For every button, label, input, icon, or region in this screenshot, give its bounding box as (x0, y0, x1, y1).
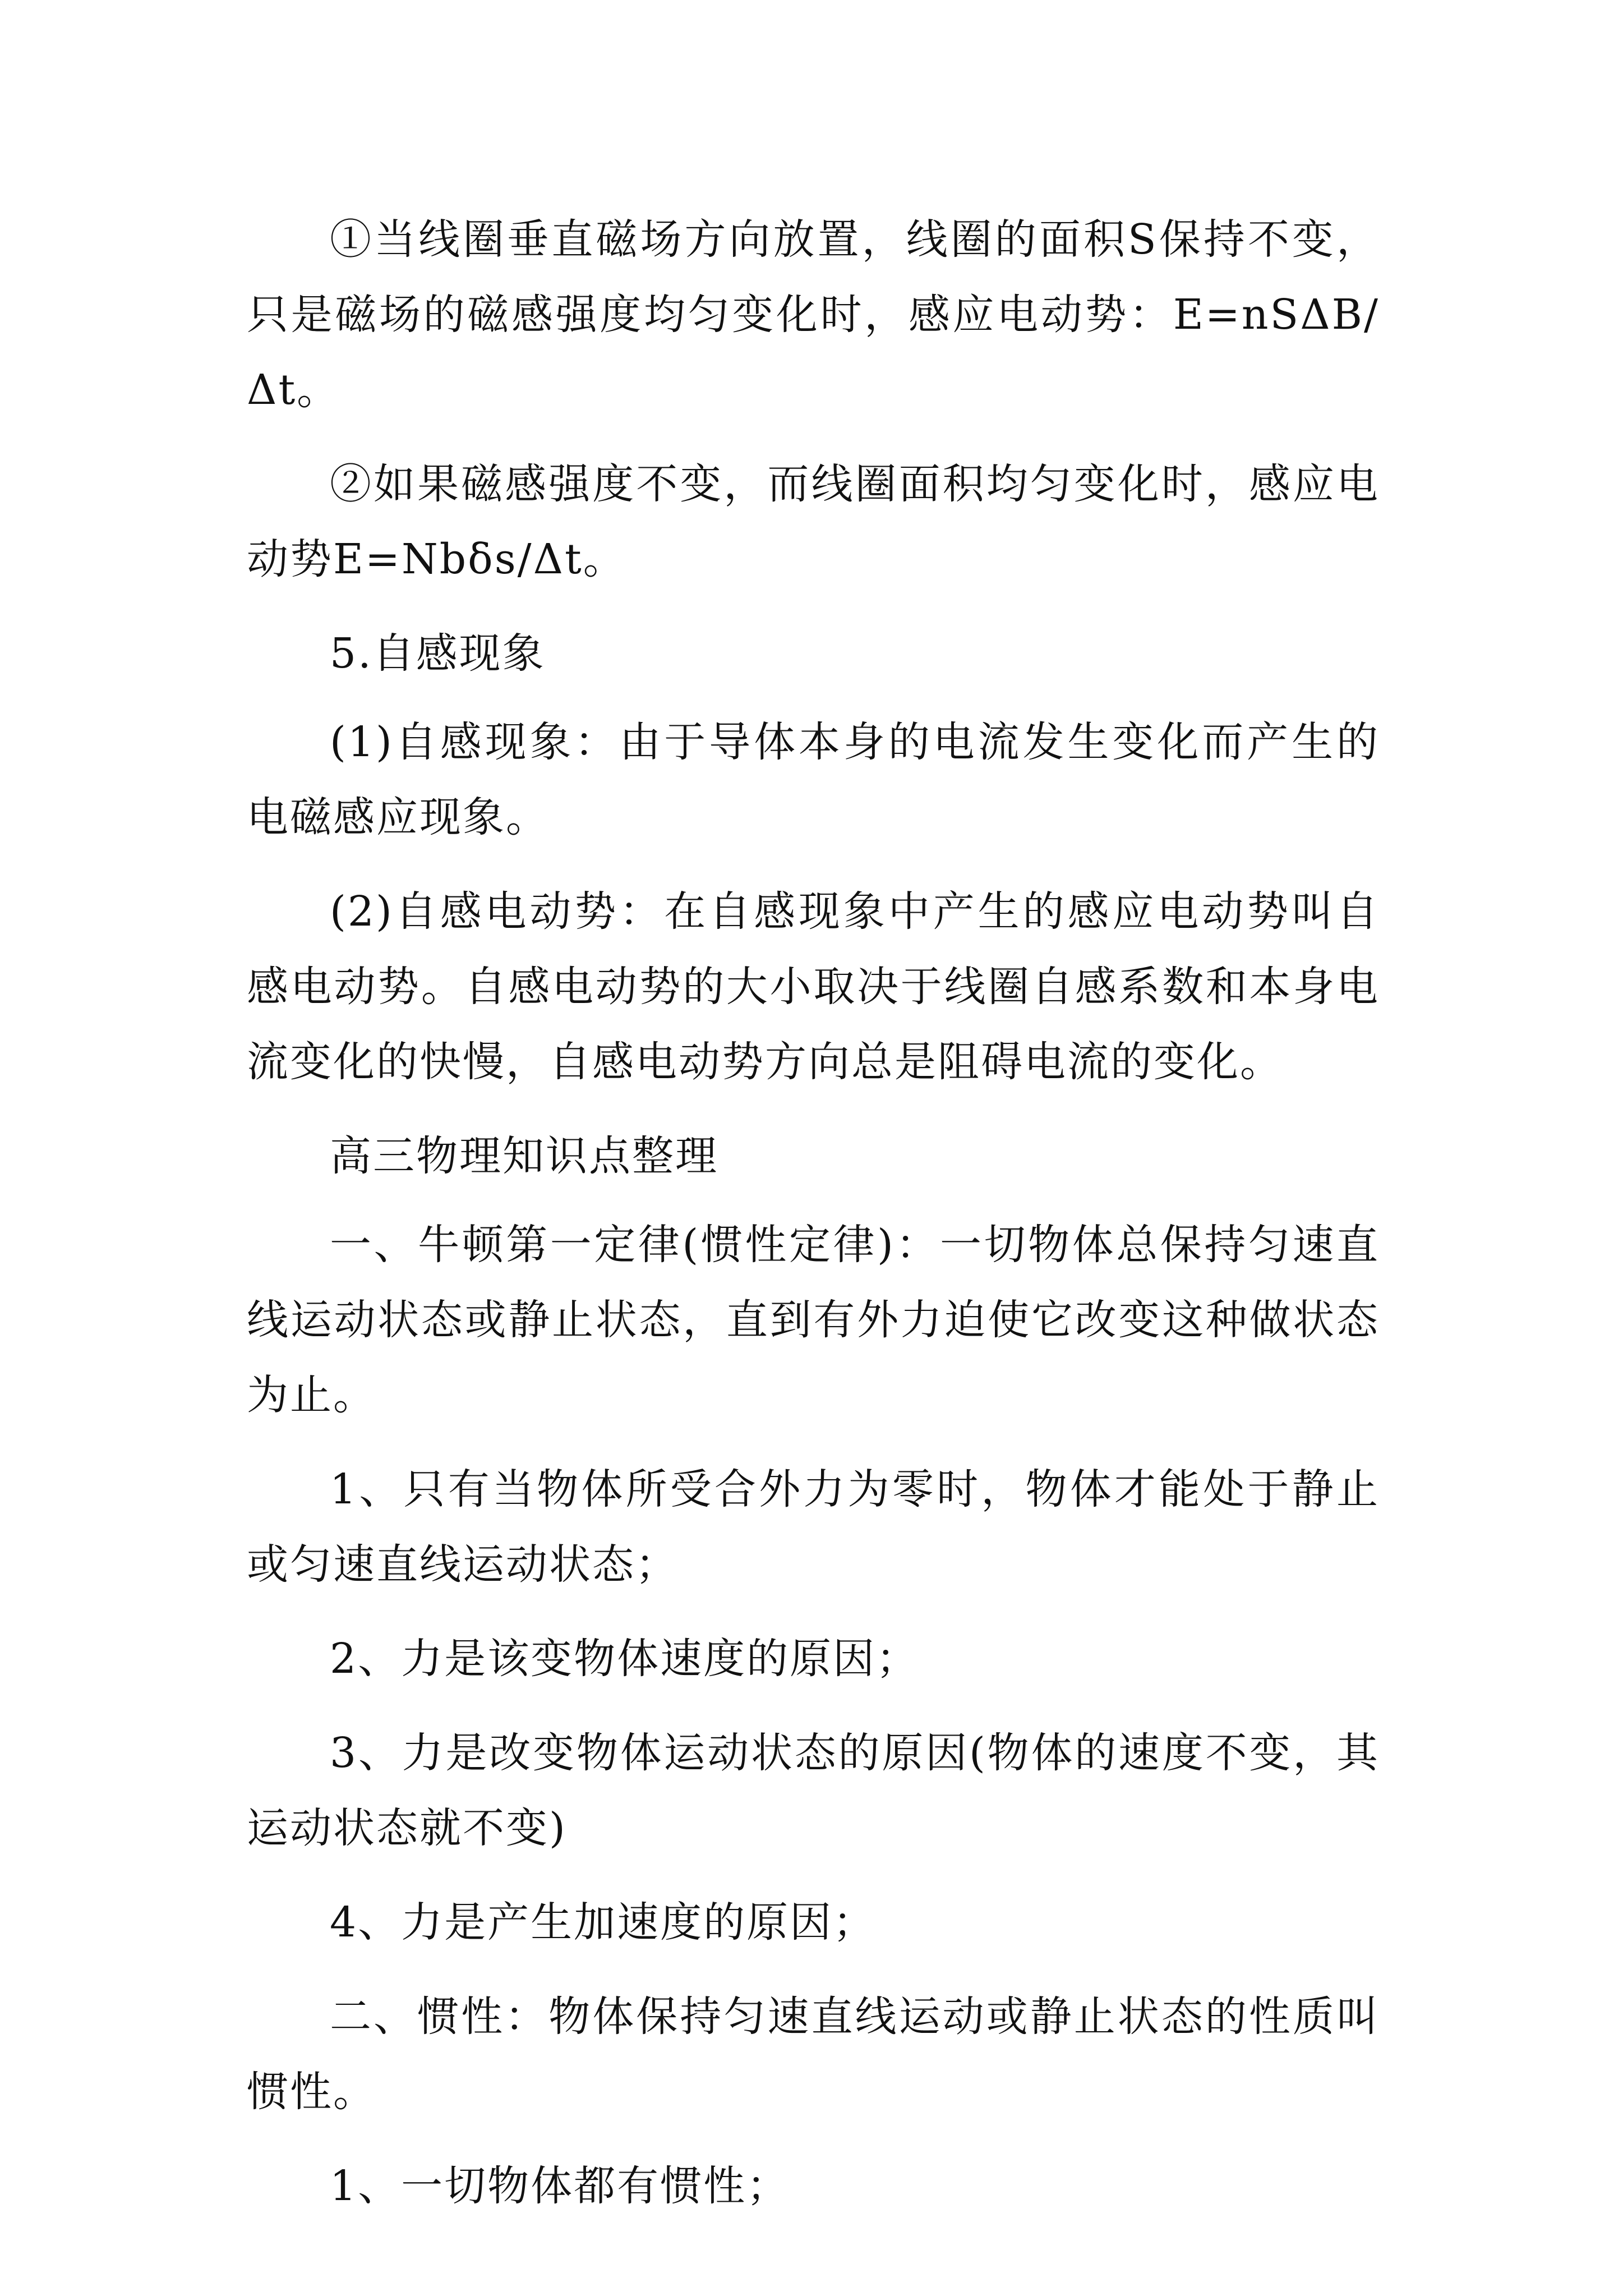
paragraph-emf-area-change: ②如果磁感强度不变，而线圈面积均匀变化时，感应电动势E=Nbδs/Δt。 (247, 460, 1380, 583)
list-item-force-motion-state: 3、力是改变物体运动状态的原因(物体的速度不变，其运动状态就不变) (247, 1729, 1380, 1852)
list-item-zero-net-force: 1、只有当物体所受合外力为零时，物体才能处于静止或匀速直线运动状态； (247, 1465, 1380, 1589)
paragraph-self-induction-definition: (1)自感现象：由于导体本身的电流发生变化而产生的电磁感应现象。 (247, 718, 1380, 841)
list-item-all-objects-inertia: 1、一切物体都有惯性； (330, 2162, 790, 2210)
document-body (247, 202, 1380, 2243)
paragraph-inertia-definition: 二、惯性：物体保持匀速直线运动或静止状态的性质叫惯性。 (247, 1993, 1380, 2116)
list-item-force-acceleration: 4、力是产生加速度的原因； (330, 1898, 877, 1947)
section-heading-self-induction: 5.自感现象 (330, 629, 546, 678)
paragraph-self-induced-emf: (2)自感电动势：在自感现象中产生的感应电动势叫自感电动势。自感电动势的大小取决于线圈自感系数和本身电流变化的快慢，自感电动势方向总是阻碍电流的变化。 (247, 887, 1380, 1086)
section-heading-physics-notes: 高三物理知识点整理 (330, 1132, 718, 1180)
paragraph-newtons-first-law: 一、牛顿第一定律(惯性定律)：一切物体总保持匀速直线运动状态或静止状态，直到有外力迫使它改变这种做状态为止。 (247, 1221, 1380, 1419)
list-item-force-velocity: 2、力是该变物体速度的原因； (330, 1635, 920, 1683)
paragraph-emf-uniform-field-change: ①当线圈垂直磁场方向放置，线圈的面积S保持不变，只是磁场的磁感强度均匀变化时，感应电动势：E=nSΔB/Δt。 (247, 215, 1380, 414)
